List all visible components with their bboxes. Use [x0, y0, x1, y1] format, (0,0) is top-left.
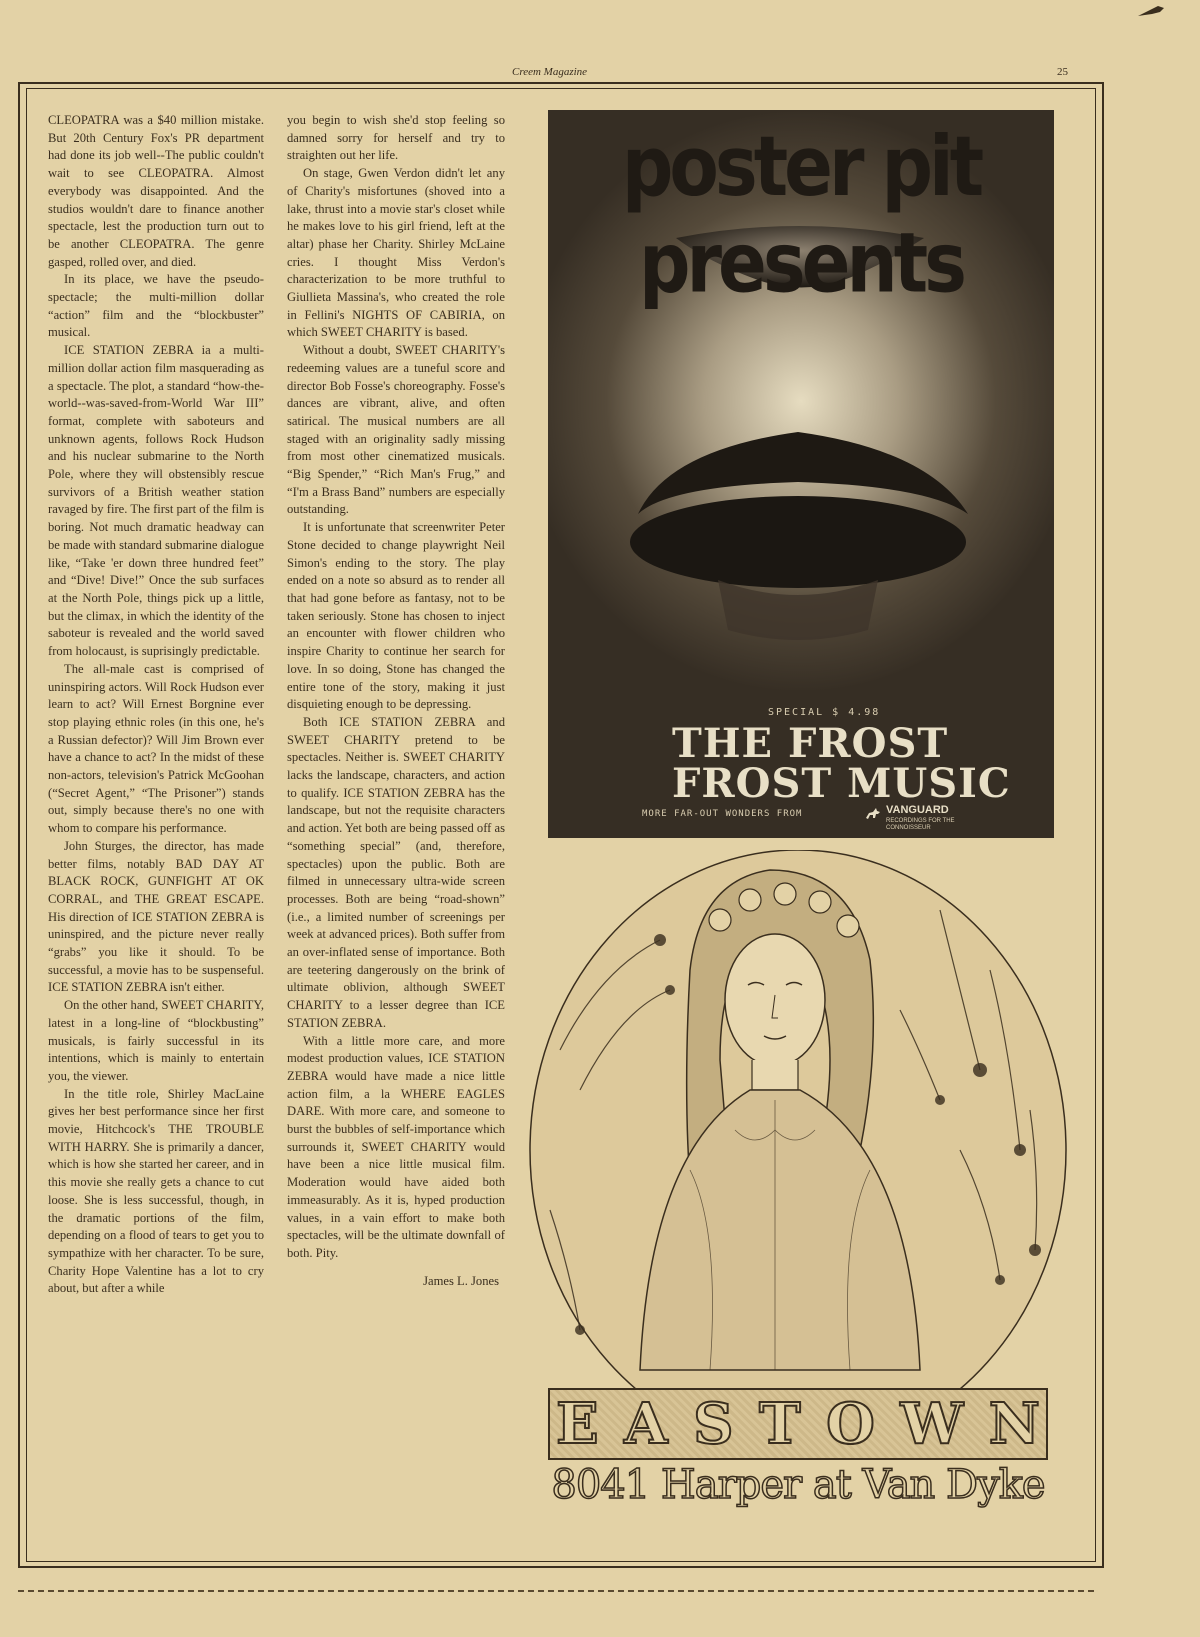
price-tag: SPECIAL $ 4.98 — [768, 707, 881, 718]
band-name: THE FROST — [672, 720, 949, 767]
paragraph: Without a doubt, SWEET CHARITY's redeeming values are a tuneful score and director Bob Fosse's choreography. Fosse's dances are vibrant, alive, and often satirical. The musical numbers are all staged with an originality sadly missing from most other cinematized musicals. “Big Spender,” “Rich Man's Frug,” and “I'm a Brass Band” numbers are especially outstanding. — [287, 343, 505, 517]
page-number: 25 — [1057, 66, 1068, 78]
eastown-letter: E — [556, 1391, 599, 1457]
paragraph: On stage, Gwen Verdon didn't let any of Charity's misfortunes (shoved into a lake, thrust into a movie star's closet while he makes love to his girl friend, left at the altar) phase her Charity. Shirley McLaine cries. I thought Miss Verdon's characterization to be more truthful to Giullieta Massina's, who created the role in Fellini's NIGHTS OF CABIRIA, on which SWEET CHARITY is based. — [287, 166, 505, 340]
paragraph: you begin to wish she'd stop feeling so damned sorry for herself and try to straighten out her life. — [287, 113, 505, 163]
article-column-2 — [287, 112, 505, 1290]
eastown-logo — [548, 1388, 1048, 1460]
paragraph: Both ICE STATION ZEBRA and SWEET CHARITY pretend to be spectacles. Neither is. SWEET CHARITY lacks the landscape, characters, and action to qualify. ICE STATION ZEBRA has the landscape, but not the requisite characters and action. Yet both are being passed off as “something special” (and, therefore, spectacles) upon the public. Both are filmed in unnecessary ultra-wide screen processes. Both are being “road-shown” (i.e., a limited number of screenings per week at advanced prices). Both suffer from an over-inflated sense of importance. Both are teetering dangerously on the brink of ultimate oblivion, although SWEET CHARITY to a lesser degree than ICE STATION ZEBRA. — [287, 714, 506, 1030]
article-column-1 — [48, 112, 264, 1298]
album-title: FROST MUSIC — [672, 760, 1011, 807]
bottom-rule — [18, 1590, 1094, 1592]
eastown-letter: N — [988, 1391, 1040, 1457]
paragraph: In its place, we have the pseudo-spectacle; the multi-million dollar “action” film and the “blockbuster” musical. — [48, 272, 264, 340]
paragraph: The all-male cast is comprised of uninspiring actors. Will Rock Hudson ever learn to act? Will Ernest Borgnine ever stop playing ethnic roles (in this one, he's a Russian defector)? Will Jim Brown ever have a chance to act? In the midst of these non-actors, television's Patrick McGoohan (“Secret Agent,” “The Prisoner”) stands out, simply because there's no one with whom to compare his performance. — [48, 661, 264, 836]
strapline: MORE FAR-OUT WONDERS FROM — [642, 809, 803, 819]
paragraph: It is unfortunate that screenwriter Peter Stone decided to change playwright Neil Simon's ending to the story. The play ended on a note so absurd as to render all that had gone before as fantasy, not to be taken seriously. Stone has chosen to inject an encounter with flower children who inspire Charity to continue her search for love. In so doing, Stone has changed the entire tone of the story, making it just disquieting enough to be depressing. — [287, 520, 505, 712]
running-head — [0, 66, 1200, 82]
eastown-ad — [520, 850, 1076, 1550]
horse-rider-icon — [864, 804, 882, 822]
magazine-name: Creem Magazine — [512, 66, 588, 78]
eastown-letter: O — [826, 1391, 875, 1457]
paragraph: CLEOPATRA was a $40 million mistake. But 20th Century Fox's PR department had done its job well--The public couldn't wait to see CLEOPATRA. Almost everybody was disappointed. And the studios wouldn't dare to finance another spectacle, lest the production turn out to be another CLEOPATRA. The genre gasped, rolled over, and died. — [48, 113, 264, 269]
paragraph: With a little more care, and more modest production values, ICE STATION ZEBRA would have made a nice little action film, a la WHERE EAGLES DARE. With more care, and someone to burst the bubbles of self-importance which surrounds it, SWEET CHARITY would have been a nice little musical film. Moderation would have aided both immeasurably. As it is, hyped production values, in a vain effort to make both spectacles, will be the ultimate downfall of both. Pity. — [287, 1033, 505, 1260]
eastown-letter: T — [759, 1391, 801, 1457]
eastown-letter: A — [624, 1391, 668, 1457]
corner-mark-icon — [1136, 4, 1166, 20]
poster-pit-ad — [548, 110, 1054, 838]
art-nouveau-girl-illustration — [520, 850, 1076, 1390]
record-label: VANGUARD — [886, 804, 949, 816]
paragraph: On the other hand, SWEET CHARITY, latest in a long-line of “blockbusting” musicals, is fairly successful in its intentions, which is mainly to entertain you, the viewer. — [48, 998, 264, 1083]
eastown-address: 8041 Harper at Van Dyke — [551, 1462, 1045, 1508]
byline: James L. Jones — [423, 1273, 499, 1288]
paragraph: ICE STATION ZEBRA ia a multi-million dollar action film masquerading as a spectacle. The plot, a standard “how-the-world--was-saved-from-World War III” format, complete with saboteurs and unknown agents, follows Rock Hudson and his nuclear submarine to the North Pole, where they will obstensibly rescue survivors of a British weather station ravaged by fire. The first part of the film is boring. Not much dramatic headway can be made with standard submarine dialogue like, “Take 'er down three hundred feet” and “Dive! Dive!” Once the sub surfaces at the North Pole, things pick up a little, but the climax, in which the identity of the saboteur is revealed and the world saved from holocaust, is suprisingly predictable. — [48, 343, 264, 659]
record-label-tagline: RECORDINGS FOR THE CONNOISSEUR — [886, 818, 955, 831]
paragraph: In the title role, Shirley MacLaine gives her best performance since her first movie, Hitchcock's THE TROUBLE WITH HARRY. She is primarily a dancer, which is how she started her career, and in this movie she really gets a chance to cut loose. She is less successful, though, in the dramatic portions of the film, depending on a flood of tears to get you to sympathize with her character. To be sure, Charity Hope Valentine has a lot to cry about, but after a while — [48, 1086, 264, 1296]
eastown-letter: W — [900, 1391, 964, 1457]
poster-headline: poster pit presents — [621, 118, 981, 312]
paragraph: John Sturges, the director, has made better films, notably BAD DAY AT BLACK ROCK, GUNFIGHT AT OK CORRAL, and THE GREAT ESCAPE. His direction of ICE STATION ZEBRA is uninspired, and the picture never really “grabs” you like it should. To be successful, a movie has to be suspenseful. ICE STATION ZEBRA isn't either. — [48, 838, 264, 995]
eastown-letter: S — [693, 1391, 734, 1457]
